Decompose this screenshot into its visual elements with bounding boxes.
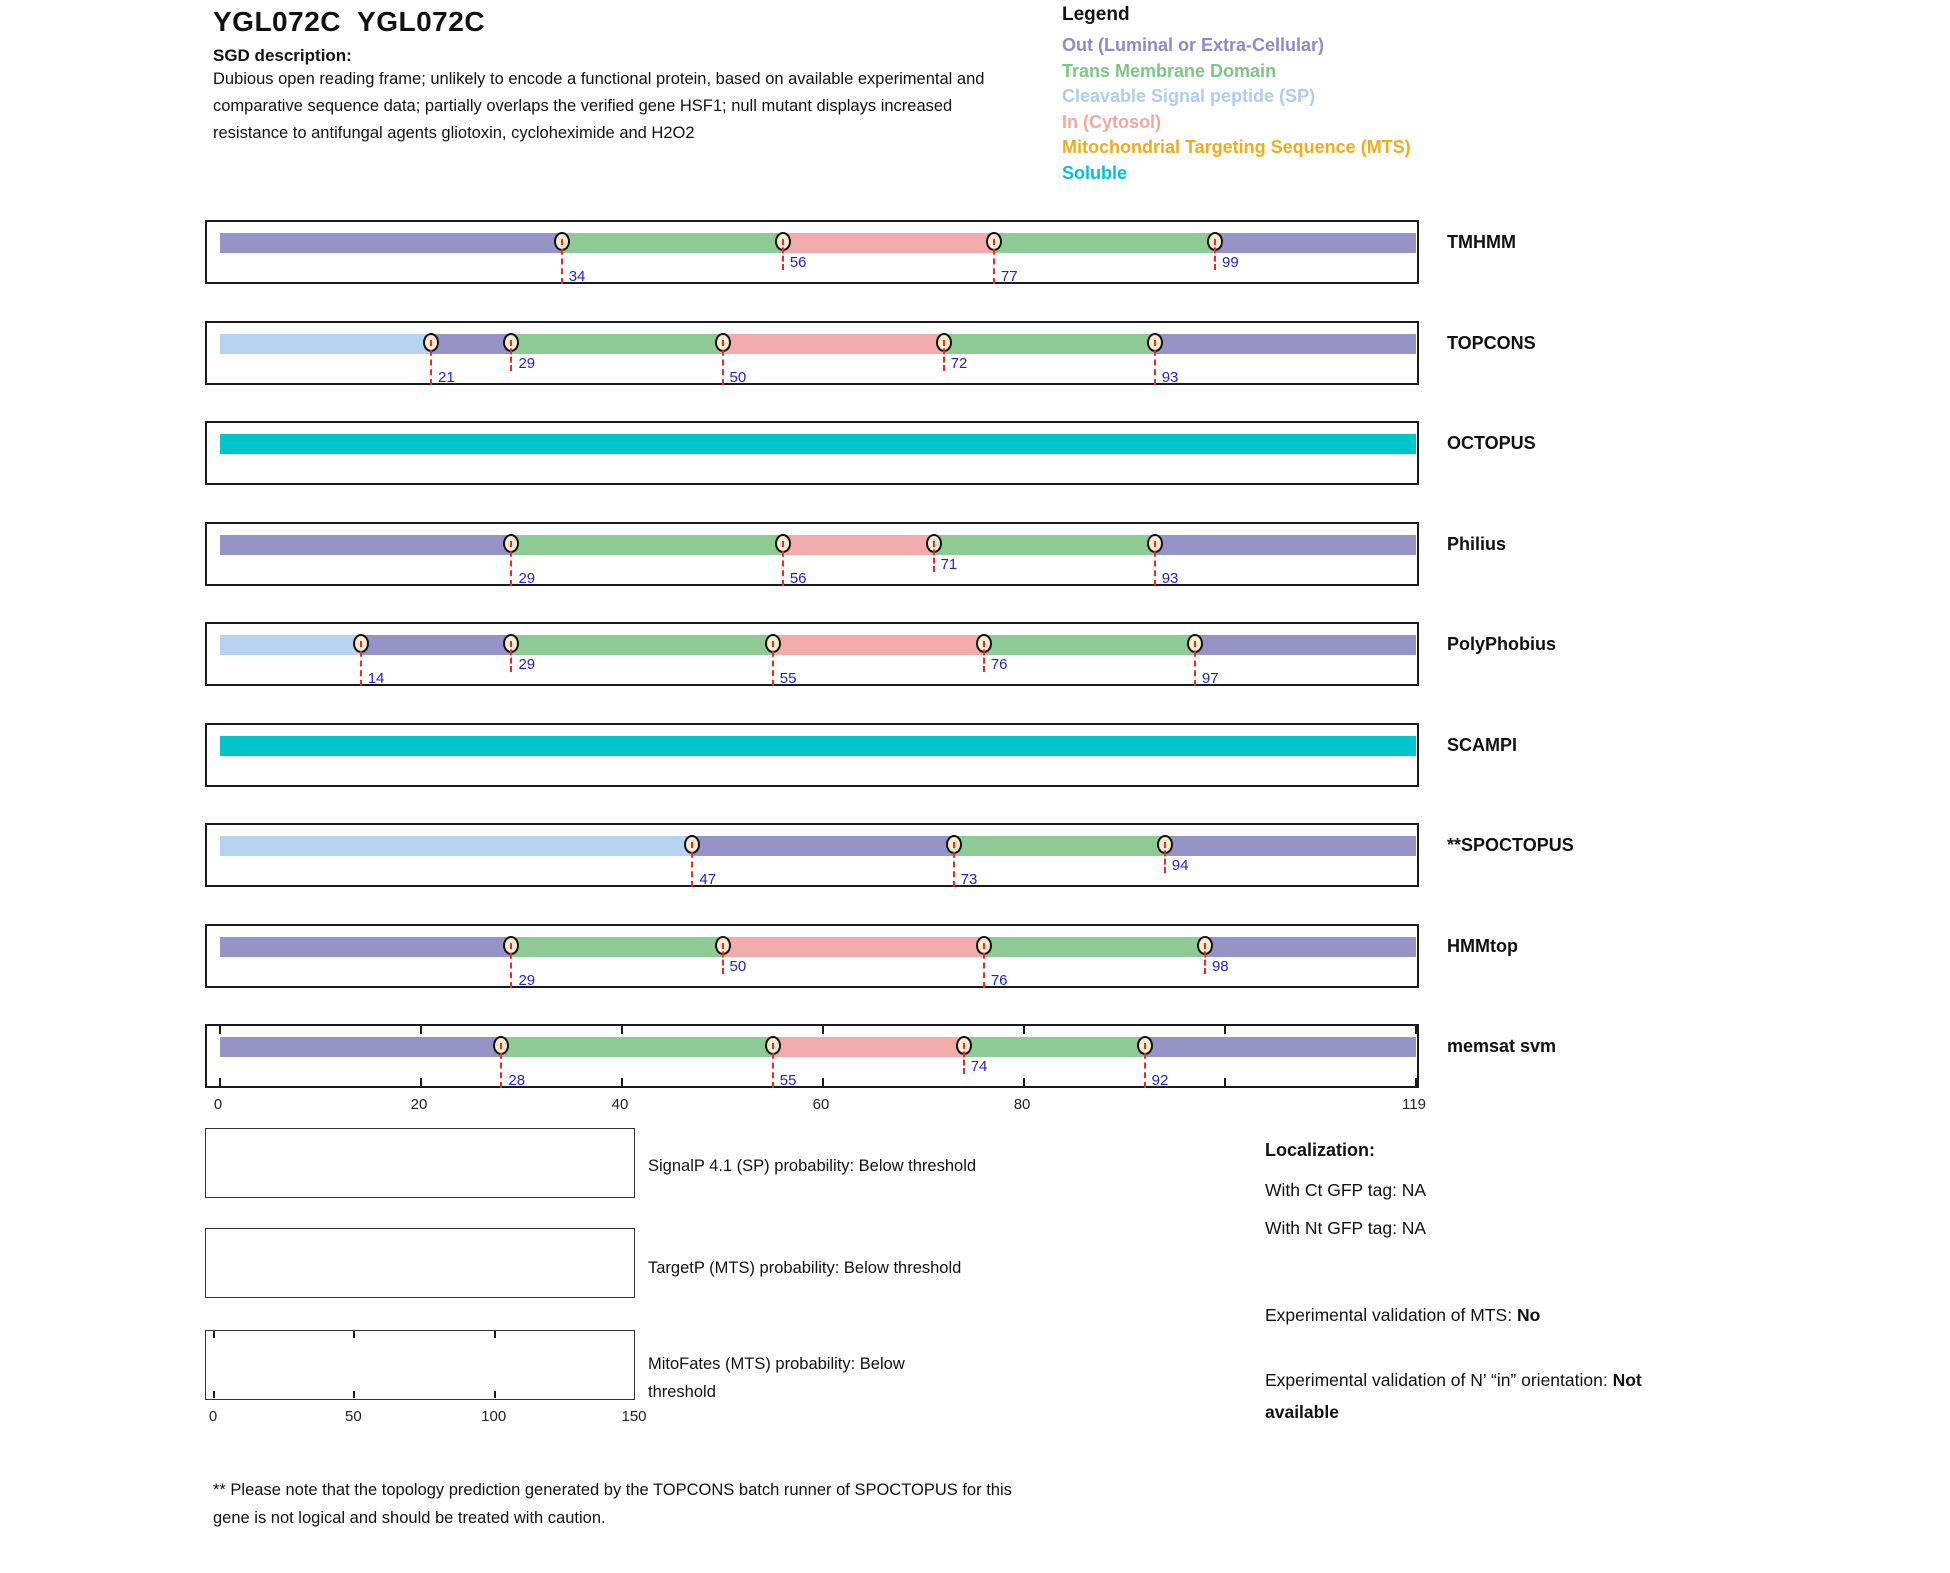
mts-validation-line xyxy=(1265,1305,1540,1326)
boundary-dash-line xyxy=(782,541,784,586)
inner-axis-tick xyxy=(420,1026,422,1034)
boundary-position-label: 28 xyxy=(508,1072,526,1089)
inner-axis-tick xyxy=(1224,1026,1226,1034)
segment-out xyxy=(692,836,953,856)
boundary-dash-line xyxy=(510,340,512,371)
track-name-label: HMMtop xyxy=(1447,935,1518,956)
inner-axis-tick xyxy=(353,1391,355,1398)
track-name-label: **SPOCTOPUS xyxy=(1447,835,1574,855)
legend-item-tm: Trans Membrane Domain xyxy=(1062,60,1277,81)
segment-in xyxy=(783,233,994,253)
boundary-position-label: 29 xyxy=(518,354,536,372)
legend-items xyxy=(1062,33,1411,186)
sgd-description-label: SGD description: xyxy=(213,46,352,65)
segment-out xyxy=(220,1037,501,1057)
segment-soluble xyxy=(220,434,1416,454)
segment-out xyxy=(361,635,512,655)
probability-axis-tick-label: 0 xyxy=(208,1408,218,1425)
segment-soluble xyxy=(220,736,1416,756)
boundary-dash-line xyxy=(953,842,955,887)
nt-gfp-tag-line: With Nt GFP tag: NA xyxy=(1265,1218,1427,1238)
boundary-position-label: 29 xyxy=(518,971,536,989)
boundary-position-label: 55 xyxy=(779,670,797,687)
boundary-position-label: 29 xyxy=(518,569,536,587)
segment-out xyxy=(1155,535,1416,555)
segment-tm xyxy=(944,334,1155,354)
page-title: YGL072C YGL072C xyxy=(213,6,486,37)
track-name-label: TMHMM xyxy=(1447,232,1516,252)
boundary-dash-line xyxy=(1214,239,1216,270)
track-memsatsvm xyxy=(205,1024,1557,1089)
boundary-dash-line xyxy=(933,541,935,572)
segment-out xyxy=(1155,334,1416,354)
probability-axis-tick-label: 100 xyxy=(481,1408,507,1425)
legend-item-sp: Cleavable Signal peptide (SP) xyxy=(1062,86,1316,106)
boundary-dash-line xyxy=(360,641,362,686)
segment-tm xyxy=(934,535,1155,555)
inner-axis-tick xyxy=(420,1078,422,1086)
boundary-position-label: 76 xyxy=(990,656,1008,673)
track-topcons xyxy=(205,321,1536,386)
boundary-position-label: 93 xyxy=(1161,569,1179,587)
segment-out xyxy=(1195,635,1416,655)
boundary-dash-line xyxy=(500,1043,502,1088)
segment-sp xyxy=(220,635,361,655)
boundary-position-label: 77 xyxy=(1000,268,1018,285)
probability-panel-label: TargetP (MTS) probability: Below threshold xyxy=(648,1259,962,1277)
legend-item-in: In (Cytosol) xyxy=(1062,111,1161,132)
inner-axis-tick xyxy=(1415,1078,1417,1086)
boundary-dash-line xyxy=(510,943,512,988)
sequence-axis-tick-label: 20 xyxy=(410,1096,428,1113)
segment-in xyxy=(773,1037,964,1057)
boundary-position-label: 56 xyxy=(789,254,807,271)
boundary-dash-line xyxy=(772,1043,774,1088)
track-hmmtop xyxy=(205,924,1518,989)
track-name-label: memsat svm xyxy=(1447,1036,1557,1056)
track-octopus xyxy=(205,421,1536,485)
inner-axis-tick xyxy=(1224,1078,1226,1086)
boundary-position-label: 72 xyxy=(950,354,968,372)
segment-out xyxy=(220,535,511,555)
inner-axis-tick xyxy=(822,1078,824,1086)
boundary-dash-line xyxy=(561,239,563,284)
track-spoctopus xyxy=(205,823,1574,888)
segment-tm xyxy=(984,937,1205,957)
boundary-position-label: 93 xyxy=(1161,368,1179,386)
segment-out xyxy=(1145,1037,1416,1057)
track-philius xyxy=(205,522,1507,587)
inner-axis-tick xyxy=(213,1391,215,1398)
boundary-position-label: 55 xyxy=(779,1072,797,1089)
boundary-position-label: 97 xyxy=(1201,670,1219,687)
ct-gfp-tag-line: With Ct GFP tag: NA xyxy=(1265,1180,1427,1200)
track-name-label: OCTOPUS xyxy=(1447,433,1536,453)
orientation-validation-label: Experimental validation of N’ “in” orientation: xyxy=(1265,1370,1608,1390)
segment-tm xyxy=(562,233,783,253)
inner-axis-tick xyxy=(621,1026,623,1034)
boundary-position-label: 47 xyxy=(699,871,717,888)
inner-axis-tick xyxy=(219,1026,221,1034)
boundary-dash-line xyxy=(510,641,512,672)
segment-out xyxy=(1205,937,1416,957)
segment-tm xyxy=(994,233,1215,253)
legend-item-soluble: Soluble xyxy=(1062,162,1128,183)
boundary-dash-line xyxy=(1194,641,1196,686)
boundary-position-label: 29 xyxy=(518,656,536,673)
spoctopus-footnote: ** Please note that the topology prediction generated by the TOPCONS batch runner of SPOCTOPUS for this gene is not logical and should be treated with caution. xyxy=(213,1481,1012,1527)
segment-tm xyxy=(984,635,1195,655)
legend xyxy=(1062,4,1411,186)
track-name-label: SCAMPI xyxy=(1447,734,1518,755)
sequence-axis-tick-label: 60 xyxy=(812,1096,830,1113)
boundary-dash-line xyxy=(772,641,774,686)
probability-panel-label: SignalP 4.1 (SP) probability: Below threshold xyxy=(648,1157,977,1175)
boundary-position-label: 56 xyxy=(789,569,807,587)
inner-axis-tick xyxy=(213,1331,215,1338)
sequence-axis-tick-label: 119 xyxy=(1402,1096,1426,1113)
inner-axis-tick xyxy=(219,1078,221,1086)
sequence-axis-tick-label: 80 xyxy=(1013,1096,1031,1113)
probability-panel-label: MitoFates (MTS) probability: Below threshold xyxy=(648,1355,905,1401)
segment-in xyxy=(783,535,934,555)
track-name-label: Philius xyxy=(1447,533,1507,554)
track-polyphobius xyxy=(205,622,1557,687)
inner-axis-tick xyxy=(494,1391,496,1398)
legend-item-out: Out (Luminal or Extra-Cellular) xyxy=(1062,35,1325,55)
inner-axis-tick xyxy=(1415,1026,1417,1034)
boundary-dash-line xyxy=(963,1043,965,1074)
track-name-label: PolyPhobius xyxy=(1447,634,1557,654)
boundary-position-label: 34 xyxy=(568,268,586,285)
boundary-dash-line xyxy=(722,340,724,385)
segment-out xyxy=(431,334,511,354)
boundary-position-label: 73 xyxy=(960,871,978,888)
probability-panel-1 xyxy=(205,1128,635,1198)
segment-in xyxy=(723,937,984,957)
boundary-dash-line xyxy=(1164,842,1166,873)
boundary-dash-line xyxy=(782,239,784,270)
boundary-position-label: 92 xyxy=(1151,1072,1169,1089)
legend-item-mts: Mitochondrial Targeting Sequence (MTS) xyxy=(1062,137,1411,157)
segment-tm xyxy=(501,1037,772,1057)
segment-tm xyxy=(964,1037,1145,1057)
boundary-dash-line xyxy=(1204,943,1206,974)
localization-title: Localization: xyxy=(1265,1140,1376,1160)
segment-tm xyxy=(954,836,1165,856)
boundary-position-label: 74 xyxy=(970,1058,988,1075)
inner-axis-tick xyxy=(1023,1026,1025,1034)
probability-panel-2 xyxy=(205,1228,635,1298)
boundary-dash-line xyxy=(691,842,693,887)
boundary-dash-line xyxy=(1144,1043,1146,1088)
segment-tm xyxy=(511,937,722,957)
segment-in xyxy=(723,334,944,354)
orientation-validation-line xyxy=(1265,1364,1713,1428)
segment-in xyxy=(773,635,984,655)
boundary-position-label: 71 xyxy=(940,555,958,573)
boundary-position-label: 98 xyxy=(1211,957,1229,975)
boundary-dash-line xyxy=(983,943,985,988)
sequence-axis-tick-label: 0 xyxy=(213,1096,223,1113)
boundary-dash-line xyxy=(1154,541,1156,586)
inner-axis-tick xyxy=(494,1331,496,1338)
boundary-dash-line xyxy=(430,340,432,385)
boundary-position-label: 50 xyxy=(729,957,747,975)
probability-axis-tick-label: 50 xyxy=(344,1408,362,1425)
track-scampi xyxy=(205,723,1518,787)
boundary-position-label: 50 xyxy=(729,368,747,386)
segment-out xyxy=(220,233,562,253)
mts-validation-label: Experimental validation of MTS: xyxy=(1265,1305,1513,1325)
segment-tm xyxy=(511,635,772,655)
segment-out xyxy=(1215,233,1416,253)
inner-axis-tick xyxy=(353,1331,355,1338)
boundary-position-label: 94 xyxy=(1171,857,1189,874)
probability-axis-tick-label: 150 xyxy=(621,1408,647,1425)
segment-out xyxy=(220,937,511,957)
segment-tm xyxy=(511,535,782,555)
boundary-position-label: 14 xyxy=(367,670,385,687)
segment-tm xyxy=(511,334,722,354)
inner-axis-tick xyxy=(621,1078,623,1086)
segment-sp xyxy=(220,334,431,354)
boundary-dash-line xyxy=(722,943,724,974)
boundary-dash-line xyxy=(983,641,985,672)
inner-axis-tick xyxy=(1023,1078,1025,1086)
sgd-description-text: Dubious open reading frame; unlikely to encode a functional protein, based on available experimental and comparative sequence data; partially overlaps the verified gene HSF1; null mutant displays increased resistance to antifungal agents gliotoxin, cycloheximide and H2O2 xyxy=(213,70,985,142)
boundary-position-label: 21 xyxy=(438,368,455,386)
mts-validation-value: No xyxy=(1516,1305,1541,1325)
track-tmhmm xyxy=(205,220,1516,285)
segment-sp xyxy=(220,836,692,856)
sequence-axis-tick-label: 40 xyxy=(611,1096,629,1113)
probability-panel-3 xyxy=(205,1330,635,1400)
segment-out xyxy=(1165,836,1416,856)
orientation-validation-value: Not available xyxy=(1265,1370,1642,1422)
boundary-position-label: 76 xyxy=(990,971,1008,989)
boundary-dash-line xyxy=(510,541,512,586)
track-name-label: TOPCONS xyxy=(1447,332,1536,353)
boundary-dash-line xyxy=(943,340,945,371)
boundary-dash-line xyxy=(1154,340,1156,385)
boundary-dash-line xyxy=(993,239,995,284)
inner-axis-tick xyxy=(822,1026,824,1034)
legend-title: Legend xyxy=(1062,4,1130,25)
boundary-position-label: 99 xyxy=(1221,254,1239,271)
